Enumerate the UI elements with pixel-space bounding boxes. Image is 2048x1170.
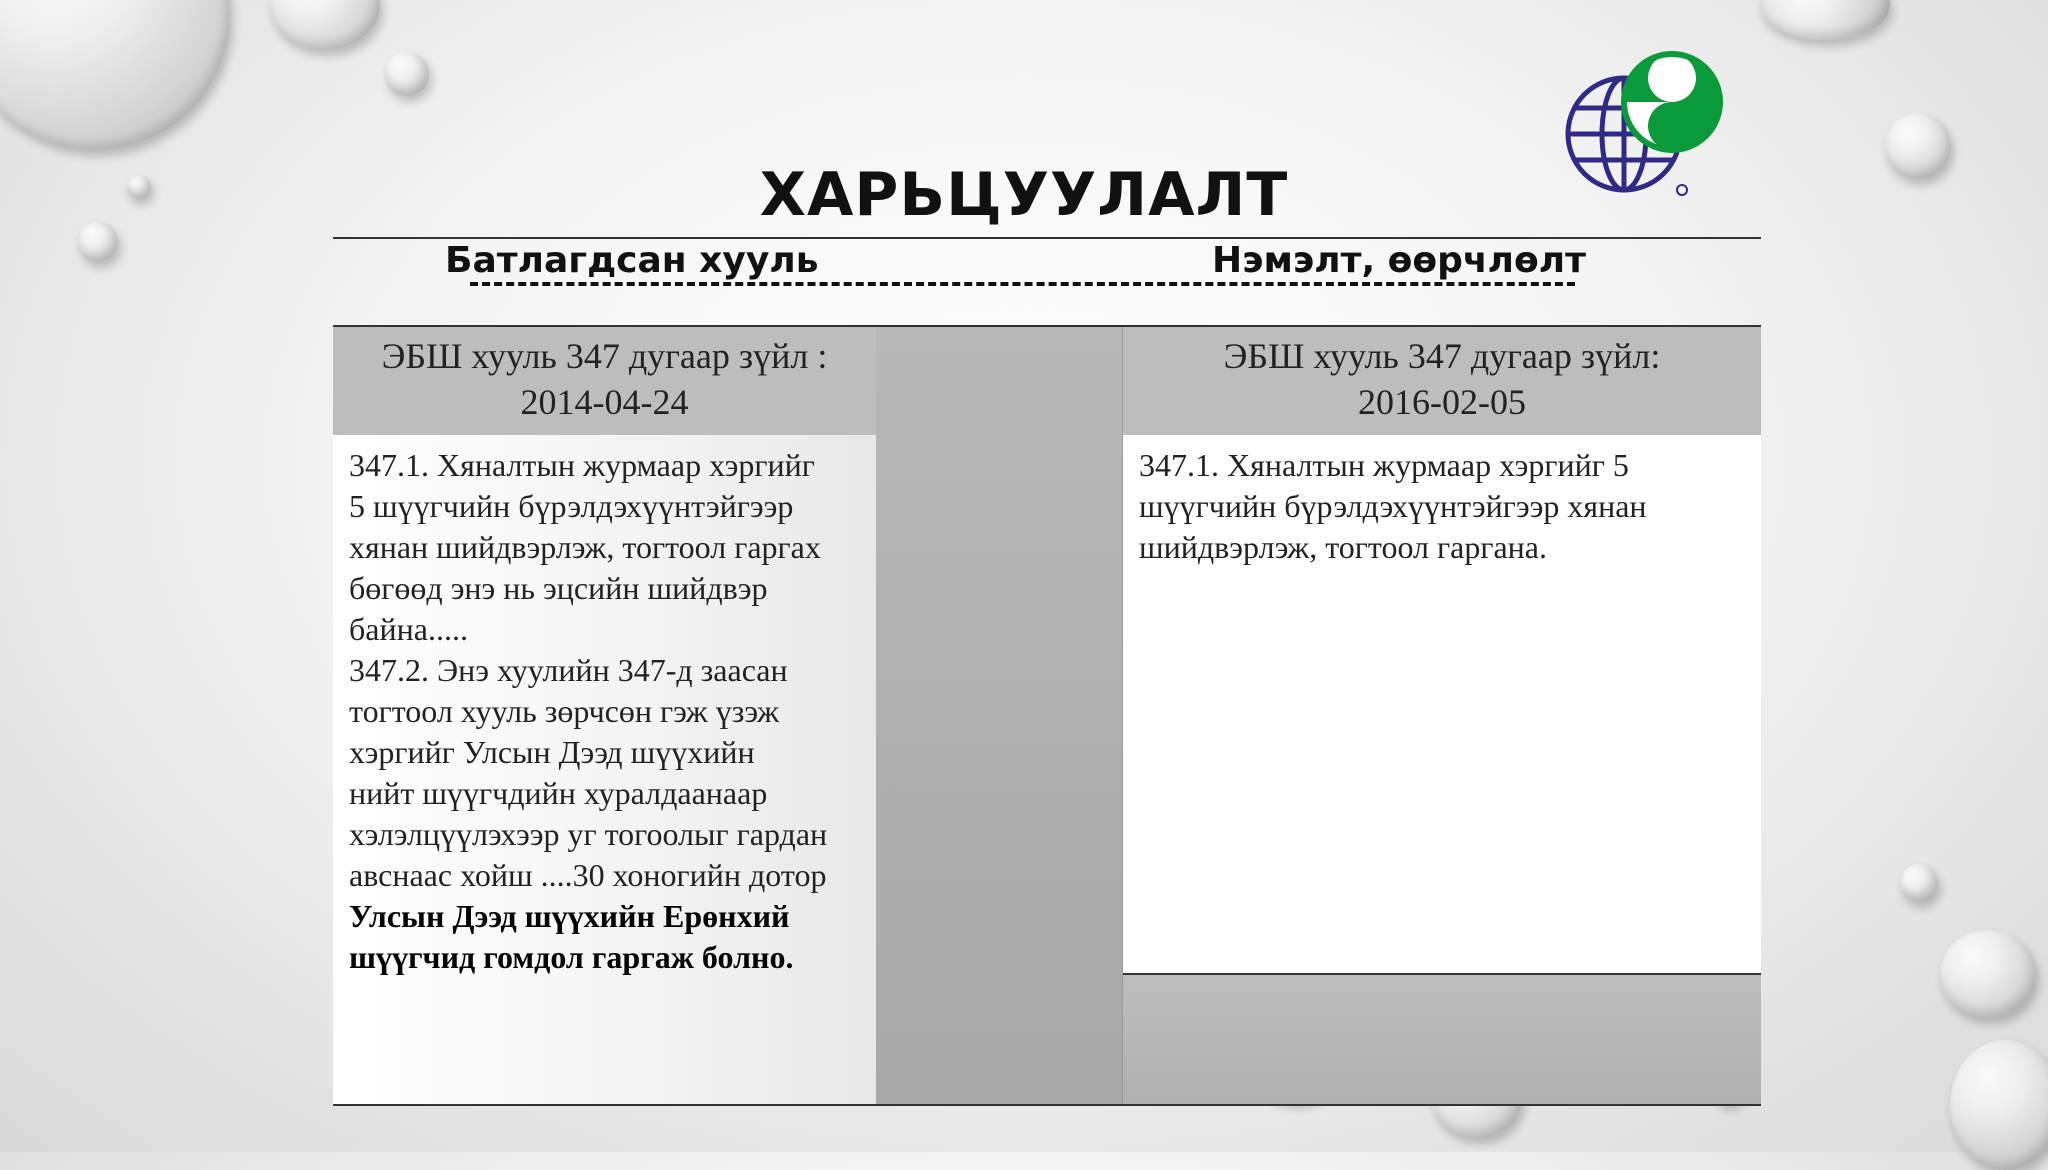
right-column-header (1123, 327, 1761, 435)
left-body-line: байна..... (349, 611, 468, 647)
slide-title: ХАРЬЦУУЛАЛТ (759, 160, 1289, 230)
water-drop (0, 0, 230, 150)
left-column-body (333, 435, 876, 1104)
water-drop (1760, 0, 1890, 40)
water-drop (1940, 930, 2036, 1018)
right-body-line: 347.1. Хяналтын журмаар хэргийг 5 (1139, 447, 1629, 483)
right-empty-cell (1123, 975, 1761, 1104)
right-body-line: шийдвэрлэж, тогтоол гаргана. (1139, 529, 1547, 565)
right-body-line: шүүгчийн бүрэлдэхүүнтэйгээр хянан (1139, 488, 1647, 524)
right-column-body (1123, 435, 1761, 973)
left-body-line: нийт шүүгчдийн хуралдаанаар (349, 775, 768, 811)
left-body-line: бөгөөд энэ нь эцсийн шийдвэр (349, 570, 768, 606)
left-body-line: хянан шийдвэрлэж, тогтоол гаргах (349, 529, 821, 565)
left-body-line: тогтоол хууль зөрчсөн гэж үзэж (349, 693, 780, 729)
left-body-line: 5 шүүгчийн бүрэлдэхүүнтэйгээр (349, 488, 794, 524)
left-column-header (333, 327, 876, 435)
left-body-line: хэлэлцүүлэхээр уг тогоолыг гардан (349, 816, 828, 852)
water-drop (385, 52, 429, 96)
water-drop (1950, 1040, 2048, 1170)
water-drop (1900, 864, 1938, 902)
left-header-article: ЭБШ хууль 347 дугаар зүйл : (381, 336, 828, 376)
left-body-bold-line: шүүгчид гомдол гаргаж болно. (349, 939, 794, 975)
left-body-line: хэргийг Улсын Дээд шүүхийн (349, 734, 755, 770)
left-body-bold-line: Улсын Дээд шүүхийн Ерөнхий (349, 898, 790, 934)
right-header-article: ЭБШ хууль 347 дугаар зүйл: (1223, 336, 1661, 376)
left-body-line: 347.1. Хяналтын журмаар хэргийг (349, 447, 815, 483)
left-header-date: 2014-04-24 (520, 382, 689, 422)
divider-table-bottom (333, 1104, 1761, 1106)
subheading-right: Нэмэлт, өөрчлөлт (1212, 240, 1586, 281)
grey-column-separator (876, 327, 1122, 1104)
water-drop (270, 0, 380, 50)
right-header-date: 2016-02-05 (1358, 382, 1526, 422)
left-body-line: авснаас хойш ....30 хоногийн дотор (349, 857, 827, 893)
dashed-underline (470, 282, 1575, 286)
subheading-left: Батлагдсан хууль (445, 240, 819, 281)
divider-top (333, 237, 1761, 239)
left-body-line: 347.2. Энэ хуулийн 347-д заасан (349, 652, 788, 688)
